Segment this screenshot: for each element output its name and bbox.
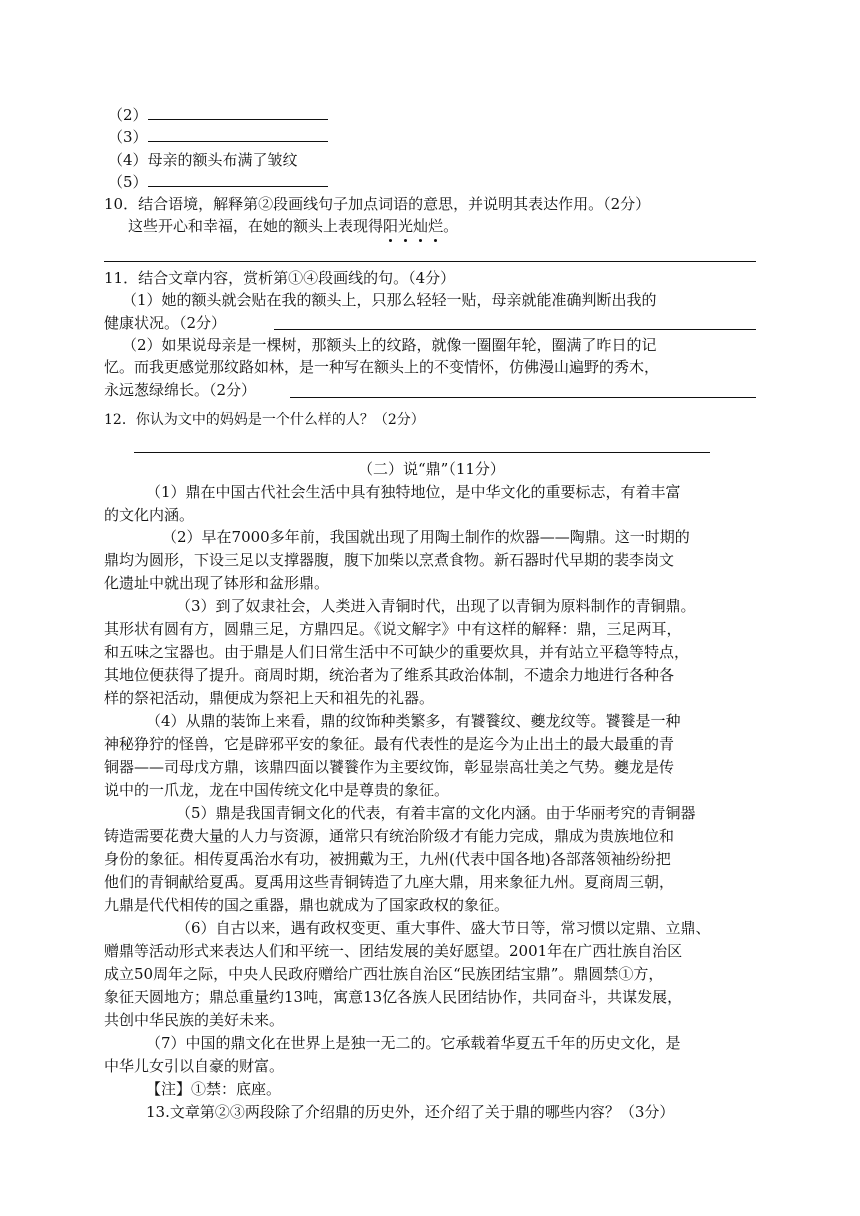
dotted-char: 光	[398, 217, 414, 235]
para6-line: 赠鼎等活动形式来表达人们和平统一、团结发展的美好愿望。2001年在广西壮族自治区	[104, 942, 683, 960]
para1-line: （1）鼎在中国古代社会生活中具有独特地位，是中华文化的重要标志，有着丰富	[146, 483, 681, 501]
para2-line: （2）早在7000多年前，我国就出现了用陶土制作的炊器——陶鼎。这一时期的	[162, 528, 690, 546]
q12-question: 12．你认为文中的妈妈是一个什么样的人？（2分）	[104, 412, 425, 428]
para4-line: 神秘狰狞的怪兽，它是辟邪平安的象征。最有代表性的是迄今为止出土的最大最重的青	[104, 735, 675, 753]
q10-sentence-suffix: 。	[443, 217, 459, 235]
para4-line: 铜器——司母戊方鼎，该鼎四面以饕餮作为主要纹饰，彰显崇高壮美之气势。夔龙是传	[104, 758, 675, 776]
answer-blank[interactable]	[148, 105, 328, 120]
dotted-char: 烂	[428, 217, 444, 235]
dotted-char: 灿	[413, 217, 429, 235]
para6-line: 成立50周年之际，中央人民政府赠给广西壮族自治区“民族团结宝鼎”。鼎圆禁①方，	[104, 965, 664, 983]
q10-sentence-prefix: 这些开心和幸福，在她的额头上表现得	[128, 217, 384, 235]
q11-sub2-line2: 忆。而我更感觉那纹路如林，是一种写在额头上的不变情怀，仿佛漫山遍野的秀木，	[104, 358, 660, 376]
q9-item-3	[108, 127, 328, 147]
q11-sub2-line1: （2）如果说母亲是一棵树，那额头上的纹路，就像一圈圈年轮，圈满了昨日的记	[122, 336, 657, 354]
q11-question: 11．结合文章内容，赏析第①④段画线的句。（4分）	[104, 269, 456, 287]
q9-item-5-label: （5）	[108, 173, 148, 191]
q10-sentence	[128, 216, 458, 236]
para5-line: 九鼎是代代相传的国之重器，鼎也就成为了国家政权的象征。	[104, 896, 510, 914]
answer-blank[interactable]	[148, 172, 328, 187]
para3-line: 样的祭祀活动，鼎便成为祭祀上天和祖先的礼器。	[104, 689, 435, 707]
para5-line: 身份的象征。相传夏禹治水有功，被拥戴为王，九州(代表中国各地)各部落领袖纷纷把	[104, 850, 671, 868]
para4-line: 说中的一爪龙，龙在中国传统文化中是尊贵的象征。	[104, 781, 450, 799]
q11-sub2-line3: 永远葱绿绵长。（2分）	[104, 381, 257, 399]
para4-line: （4）从鼎的装饰上来看，鼎的纹饰种类繁多，有饕餮纹、夔龙纹等。饕餮是一种	[146, 712, 681, 730]
para1-line: 的文化内涵。	[104, 506, 195, 524]
q11-sub1-line1: （1）她的额头就会贴在我的额头上，只那么轻轻一贴，母亲就能准确判断出我的	[122, 291, 657, 309]
para7-line: （7）中国的鼎文化在世界上是独一无二的。它承载着华夏五千年的历史文化，是	[146, 1034, 681, 1052]
q9-item-5	[108, 172, 328, 192]
q9-item-4: （4）母亲的额头布满了皱纹	[108, 151, 298, 169]
q11-sub1-answer-line[interactable]	[274, 329, 756, 330]
para6-line: 象征天圆地方；鼎总重量约13吨，寓意13亿各族人民团结协作，共同奋斗，共谋发展，	[104, 988, 683, 1006]
q11-sub1-line2: 健康状况。（2分）	[104, 314, 227, 332]
para3-line: （3）到了奴隶社会，人类进入青铜时代，出现了以青铜为原料制作的青铜鼎。	[176, 597, 696, 615]
q11-sub2-answer-line[interactable]	[290, 397, 756, 398]
para6-line: 共创中华民族的美好未来。	[104, 1011, 285, 1029]
para5-line: 铸造需要花费大量的人力与资源，通常只有统治阶级才有能力完成，鼎成为贵族地位和	[104, 827, 675, 845]
para7-line: 中华儿女引以自豪的财富。	[104, 1057, 285, 1075]
q10-answer-line[interactable]	[104, 261, 756, 262]
q9-item-2	[108, 105, 328, 125]
q9-item-3-label: （3）	[108, 128, 148, 146]
q12-answer-line[interactable]	[134, 452, 710, 453]
q9-item-2-label: （2）	[108, 106, 148, 124]
section-title: （二）说“鼎”（11分）	[358, 460, 505, 478]
para5-line: 他们的青铜献给夏禹。夏禹用这些青铜铸造了九座大鼎，用来象征九州。夏商周三朝，	[104, 873, 675, 891]
para2-line: 化遗址中就出现了钵形和盆形鼎。	[104, 574, 330, 592]
para3-line: 和五味之宝器也。由于鼎是人们日常生活中不可缺少的重要炊具，并有站立平稳等特点，	[104, 643, 690, 661]
dotted-char: 阳	[383, 217, 399, 235]
answer-blank[interactable]	[148, 127, 328, 142]
para2-line: 鼎均为圆形，下设三足以支撑器腹，腹下加柴以烹煮食物。新石器时代早期的裴李岗文	[104, 551, 675, 569]
para3-line: 其地位便获得了提升。商周时期，统治者为了维系其政治体制，不遗余力地进行各种各	[104, 666, 675, 684]
para3-line: 其形状有圆有方，圆鼎三足，方鼎四足。《说文解字》中有这样的解释：鼎，三足两耳，	[104, 620, 682, 638]
footnote: 【注】①禁：底座。	[146, 1080, 282, 1098]
q10-question: 10．结合语境，解释第②段画线句子加点词语的意思，并说明其表达作用。（2分）	[104, 195, 651, 213]
q13-question: 13.文章第②③两段除了介绍鼎的历史外，还介绍了关于鼎的哪些内容？（3分）	[146, 1103, 675, 1121]
para5-line: （5）鼎是我国青铜文化的代表，有着丰富的文化内涵。由于华丽考究的青铜器	[176, 804, 696, 822]
para6-line: （6）自古以来，遇有政权变更、重大事件、盛大节日等，常习惯以定鼎、立鼎、	[176, 919, 711, 937]
